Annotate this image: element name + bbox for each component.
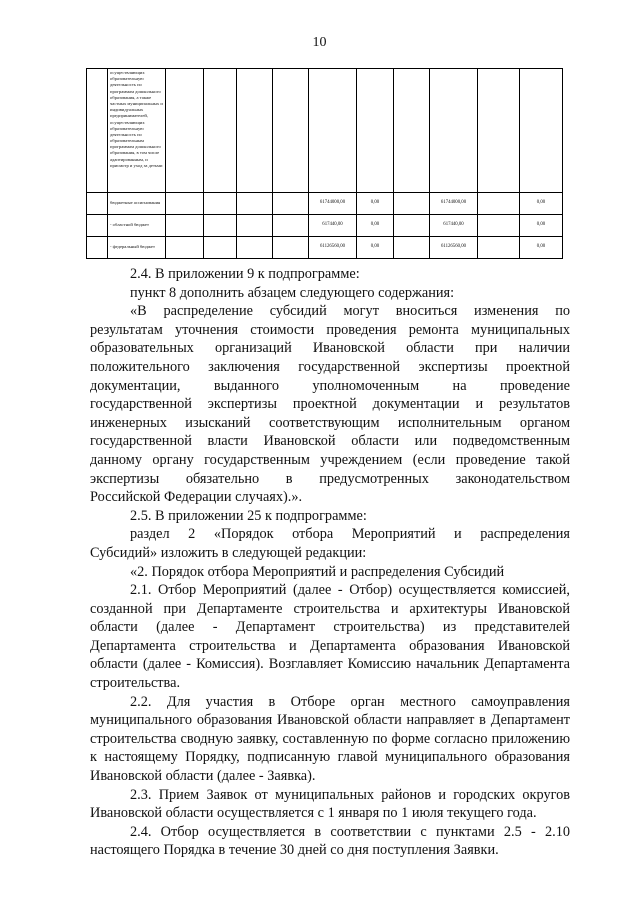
cell-value: 0,00 (520, 193, 563, 215)
cell-value: 0,00 (357, 193, 394, 215)
paragraph: 2.2. Для участия в Отборе орган местного самоуправления муниципального образования Ивановской области направляет в Департамент строительства сводную заявку, составленную по форме согласно приложению к настоящему Порядку, подписанную главой муниципального образования Ивановской области (далее - Заявка). (90, 693, 570, 785)
paragraph: результатам уточнения стоимости проведения ремонта муниципальных (90, 321, 570, 338)
paragraph: 2.5. В приложении 25 к подпрограмме: (130, 507, 367, 524)
paragraph: 2.4. Отбор осуществляется в соответствии с пунктами 2.5 - 2.10 настоящего Порядка в течение 30 дней со дня поступления Заявки. (90, 823, 570, 859)
paragraph: Субсидий» изложить в следующей редакции: (90, 544, 367, 561)
cell-value: 617440,00 (430, 215, 478, 237)
paragraph: документации, выданного уполномоченным на проведение (90, 377, 570, 394)
document-body (90, 265, 570, 860)
paragraph: «2. Порядок отбора Мероприятий и распределения Субсидий (130, 563, 505, 580)
paragraph: образовательных организаций Ивановской области при наличии (90, 340, 570, 357)
paragraph: инженерных изысканий соответствующим исполнительным органом (90, 414, 570, 431)
description-cell: осуществляющих образовательную деятельность по программам дошкольного образования, а также частных муниципальных и индивидуальных предпринимателей, осуществляющих образовательную деятельность по образовательным программам дошкольного образования, в том числе адаптированным, и присмотр и уход за детьми (108, 69, 166, 193)
paragraph: пункт 8 дополнить абзацем следующего содержания: (130, 284, 455, 301)
paragraph: данному органу государственным учреждением (если проведение такой (90, 451, 570, 468)
paragraph: государственной власти Ивановской области или подведомственным (90, 433, 570, 450)
table-row (87, 69, 563, 193)
paragraph: экспертизы обязательно в предусмотренных законодательством (90, 470, 570, 487)
cell-value: 617440,00 (309, 215, 357, 237)
cell-value: 61744000,00 (309, 193, 357, 215)
table-row (87, 215, 563, 237)
budget-table (86, 68, 563, 259)
table-row (87, 237, 563, 259)
row-label: - федеральный бюджет (108, 237, 166, 259)
cell-value: 0,00 (520, 237, 563, 259)
cell-value: 61744000,00 (430, 193, 478, 215)
cell-value: 61126560,00 (430, 237, 478, 259)
cell-value: 61126560,00 (309, 237, 357, 259)
table-row (87, 193, 563, 215)
paragraph: Российской Федерации случаях).». (90, 489, 303, 506)
row-label: - областной бюджет (108, 215, 166, 237)
paragraph: положительного заключения государственной экспертизы проектной (90, 358, 570, 375)
paragraph: 2.3. Прием Заявок от муниципальных районов и городских округов Ивановской области осуществляется с 1 января по 1 июля текущего года. (90, 786, 570, 822)
cell-value: 0,00 (357, 215, 394, 237)
row-label: бюджетные ассигнования (108, 193, 166, 215)
paragraph: «В распределение субсидий могут вноситься изменения по (130, 303, 570, 320)
page-number: 10 (312, 35, 327, 50)
cell-value: 0,00 (520, 215, 563, 237)
paragraph: раздел 2 «Порядок отбора Мероприятий и распределения (130, 526, 570, 543)
paragraph: 2.4. В приложении 9 к подпрограмме: (130, 266, 360, 282)
paragraph: государственной экспертизы проектной документации и результатов (90, 396, 570, 413)
paragraph: 2.1. Отбор Мероприятий (далее - Отбор) осуществляется комиссией, созданной при Департаменте строительства и архитектуры Ивановской области (далее - Департамент строительства) из представителей Департамента строительства и Департамента образования Ивановской области (далее - Комиссия). Возглавляет Комиссию начальник Департамента строительства. (90, 582, 570, 692)
cell-value: 0,00 (357, 237, 394, 259)
